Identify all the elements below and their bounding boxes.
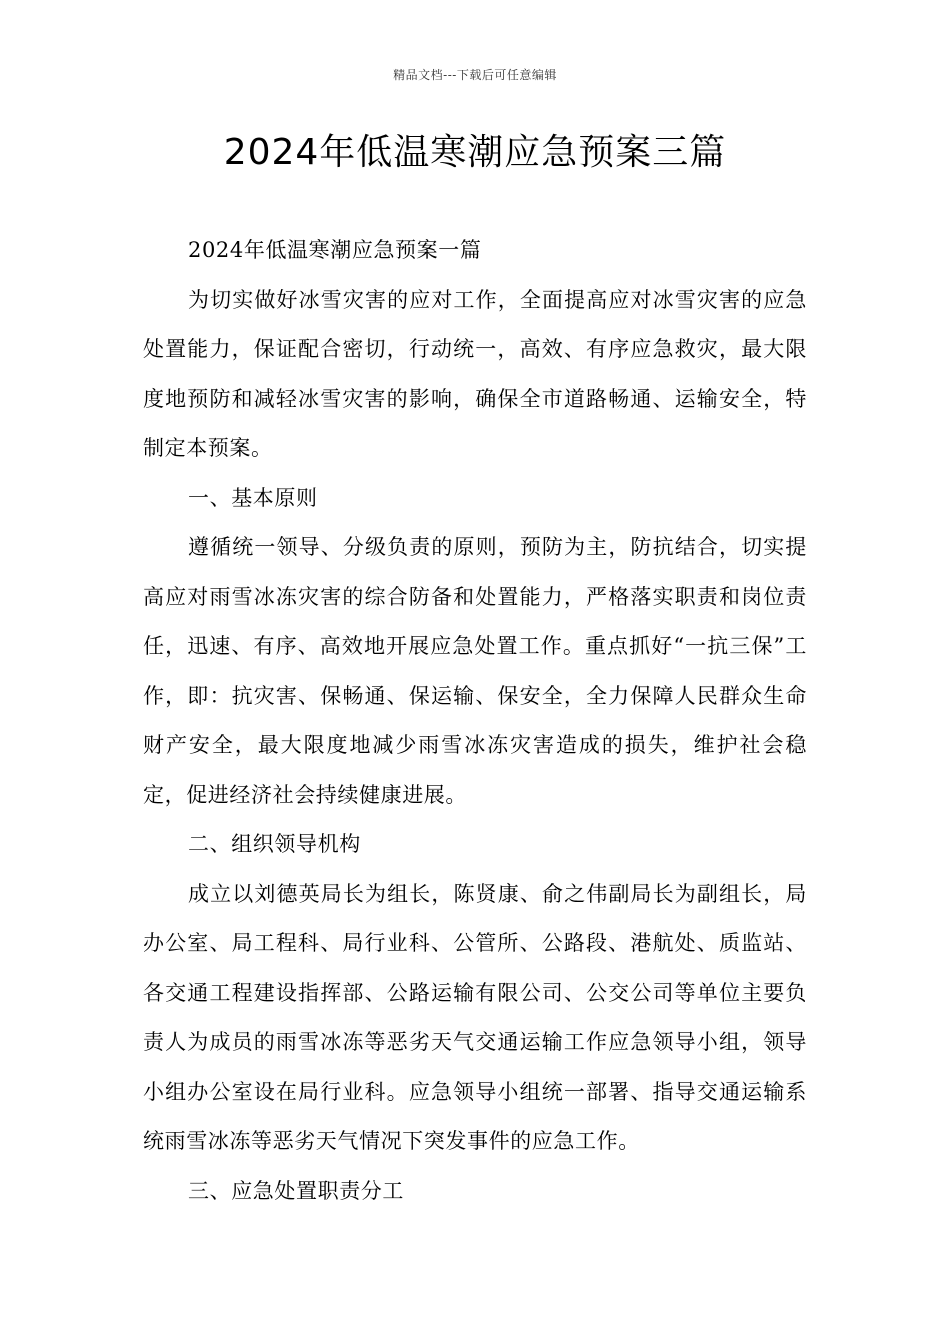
document-title: 2024年低温寒潮应急预案三篇 <box>223 132 727 173</box>
document-body <box>143 226 807 1216</box>
intro-paragraph: 为切实做好冰雪灾害的应对工作，全面提高应对冰雪灾害的应急处置能力，保证配合密切，行动统一，高效、有序应急救灾，最大限度地预防和减轻冰雪灾害的影响，确保全市道路畅通、运输安全，特制定本预案。 <box>143 287 807 460</box>
section-heading-duties: 三、应急处置职责分工 <box>188 1178 404 1203</box>
principles-paragraph: 遵循统一领导、分级负责的原则，预防为主，防抗结合，切实提高应对雨雪冰冻灾害的综合防备和处置能力，严格落实职责和岗位责任，迅速、有序、高效地开展应急处置工作。重点抓好“一抗三保”工作，即：抗灾害、保畅通、保运输、保安全，全力保障人民群众生命财产安全，最大限度地减少雨雪冰冻灾害造成的损失，维护社会稳定，促进经济社会持续健康进展。 <box>143 535 807 807</box>
organization-paragraph: 成立以刘德英局长为组长，陈贤康、俞之伟副局长为副组长，局办公室、局工程科、局行业科、公管所、公路段、港航处、质监站、各交通工程建设指挥部、公路运输有限公司、公交公司等单位主要负责人为成员的雨雪冰冻等恶劣天气交通运输工作应急领导小组，领导小组办公室设在局行业科。应急领导小组统一部署、指导交通运输系统雨雪冰冻等恶劣天气情况下突发事件的应急工作。 <box>143 881 807 1153</box>
section-subtitle: 2024年低温寒潮应急预案一篇 <box>188 238 482 262</box>
section-heading-principles: 一、基本原则 <box>188 485 318 510</box>
section-heading-organization: 二、组织领导机构 <box>188 832 361 856</box>
header-note: 精品文档---下载后可任意编辑 <box>393 68 557 82</box>
